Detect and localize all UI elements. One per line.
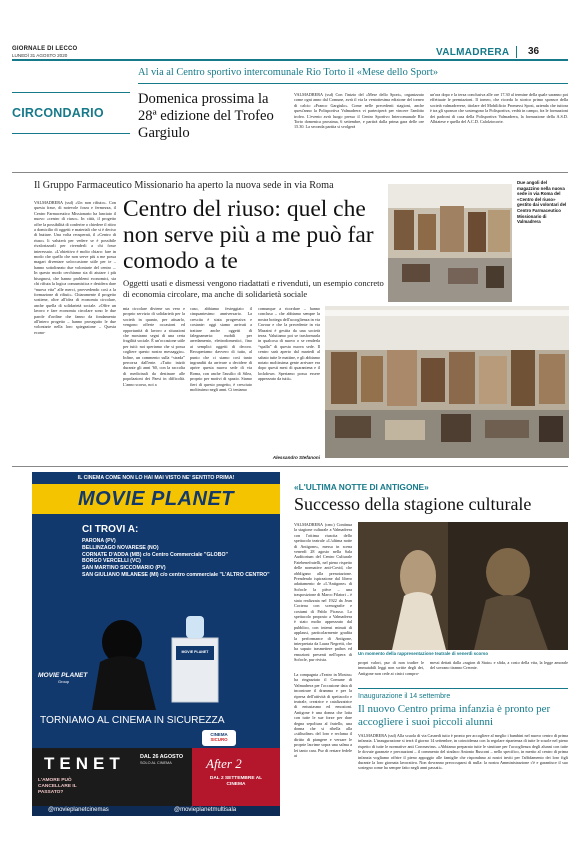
sport-body-col1: VALMADRERA (ssd) Con l'inizio del «Mese dello Sport», organizzato come ogni anno dal Comune, avrà il via la ventottesima edizione del torneo di calcio «Franco Gargiulo». Come nelle precedenti stagioni, anche quest'anno la Polisportiva Valmadrera vi parteciperà per vincere l'ambito trofeo. L'evento avrà luogo presso il Centro Sportivo Intercomunale Rio Torto domenica prossima, 6 settembre, e partirà dalla prima gara delle ore 15.30. La seconda partita si svolgerà xyxy=(294,92,424,130)
tenet-date-sub: SOLO AL CINEMA xyxy=(140,761,172,765)
ad-slogan: TORNIAMO AL CINEMA IN SICUREZZA xyxy=(40,715,225,726)
ad-brand: MOVIE PLANET xyxy=(77,488,234,510)
ad-logo-small-sub: Group xyxy=(58,679,70,684)
cinema-sicuro-badge xyxy=(202,730,236,746)
ad-slogan-bar xyxy=(32,712,280,730)
antigone-body-col3: propri valori, pur di non tradire le immutabili leggi non scritte degli dei, Antigone non cede ai cinici compro- xyxy=(358,660,424,676)
ad-locations xyxy=(82,538,278,579)
sport-overline-rule xyxy=(138,83,568,84)
poster-label: MOVIE PLANET xyxy=(181,650,209,654)
warehouse-photo-top xyxy=(388,180,512,302)
badge-top: CINEMA xyxy=(210,732,228,737)
movie-planet-ad xyxy=(32,472,280,816)
header-divider xyxy=(516,46,517,58)
paper-name: GIORNALE DI LECCO xyxy=(12,46,78,52)
after2-title: After 2 xyxy=(206,756,242,771)
antigone-overline: «L'ULTIMA NOTTE DI ANTIGONE» xyxy=(294,482,429,492)
tenet-title: TENET xyxy=(44,754,125,773)
sport-overline: Al via al Centro sportivo intercomunale Rio Torto il «Mese dello Sport» xyxy=(138,67,439,78)
infanzia-box xyxy=(358,688,568,818)
riuso-headline: Centro del riuso: quel che non serve più a me può far comodo a te xyxy=(123,196,374,274)
ad-location: PARONA (PV) xyxy=(82,538,116,544)
badge-bottom: SICURO xyxy=(210,737,228,742)
tenet-panel xyxy=(32,748,192,806)
riuso-body-col3: caso, abbiamo festeggiato il cinquantesimo anniversario. La crescita è stata progressiva e costante: oggi siamo arrivati a trattare anche oggetti di falegnameria: mobili per arredamento, elettrodomestici, fino ai semplici oggetti di decoro. Recuperiamo davvero di tutto, al punto che ci siamo così tanto ingranditi da arrivare a decidere di aprire questa nuova sede di via Roma, con anche l'ausilio di Silea, proprio per motivi di spazio. Siamo fieri di questo progetto, è cresciuto moltissimo negli anni. Ci teniamo xyxy=(190,306,252,393)
warehouse-photo-bottom xyxy=(325,306,569,458)
infanzia-overline: Inaugurazione il 14 settembre xyxy=(358,693,451,700)
riuso-author: Alessandro Stefanoni xyxy=(272,455,320,460)
ad-top-banner: IL CINEMA COME NON LO HAI MAI VISTO NE' SENTITO PRIMA! xyxy=(77,475,235,481)
ad-location: CORNATE D'ADDA (MB) c/o Centro Commerciale "GLOBO" xyxy=(82,551,228,558)
instagram-handle-2: @movieplanetmultisala xyxy=(174,807,237,813)
riuso-caption: Due angoli del magazzino nella nuova sede in via Roma del «Centro del riuso» gestito dai volontari del Centro Farmaceutico Missionario di Valmadrera xyxy=(517,180,567,225)
ad-location: SAN GIULIANO MILANESE (MI) c/o centro commerciale "L'ALTRO CENTRO" xyxy=(82,571,270,578)
ad-logo-small xyxy=(38,672,88,684)
section-title: VALMADRERA xyxy=(436,47,510,58)
tenet-date: DAL 26 AGOSTO xyxy=(140,754,184,760)
sport-body-col2: un'ora dopo e la terza conclusiva alle ore 17.30 al termine della quale saranno poi effettuate le premiazioni. Il torneo, che ricorda lo storico primo sponsor della società valmadrerese, titolare del Mobilificio Promessi Sposi, azienda che tuttora è tra gli sponsor che sostengono la Polisportiva, vedrà in campo, fra le formazioni dei padroni di casa della Polisportiva Valmadrera, la formazione della A.S.D. Albiatese e quella del A.C.D. Calolziocorte. xyxy=(430,92,568,125)
header-rule xyxy=(12,59,568,61)
antigone-caption: Un momento della rappresentazione teatrale di venerdì scorso xyxy=(358,651,489,656)
riuso-subhead: Oggetti usati e dismessi vengono riadattati e rivenduti, un esempio concreto di economia circolare, ma anche di solidarietà sociale xyxy=(123,278,384,299)
section-divider xyxy=(12,172,568,173)
infanzia-body: VALMADRERA (ssd) Alla scuola di via Casnedi tutto è pronto per accogliere al meglio i bambini nel nuovo centro di prima infanzia. L'inaugurazione si terrà il giorno 14 settembre, in coincidenza con la regolare ripartenza di tutte le scuole nel pieno rispetto di tutte le normative anti Coronavirus. «Abbiamo preparato tutte le strutture per l'accoglienza degli alunni con tutte le dovute garanzie e precauzioni – il commento del sindaco Antonio Rusconi – nello specifico, in merito al centro di prima infanzia vogliamo offrire il pieno appoggio alle famiglie che rispondano ai nostri inviti per l'affidamento dei loro figli durante la loro giornata lavorativa. Non dovranno preoccuparsi di nulla: la nostra Amministrazione c'è e garantisce il suo sostegno come ha sempre fatto negli anni passati». xyxy=(358,733,568,771)
darth-vader-scene xyxy=(82,602,232,710)
masthead xyxy=(12,46,132,58)
riuso-body-col4: comunque a ricordare – hanno concluso – che abbiamo sempre la nostra bottega dell'accoglienza in via Cavour e che la precedente in via Mazzini è gestita da una società terza. Valutiamo poi se trasformarla in qualcosa di nuovo o se renderla “spalla” di questa nuova sede. Il centro sarà aperto dal martedì al sabato tutte le mattine, e gli abbiamo notato moltissima gente arrivare era dopo questi mesi di quarantena e il lockdown. Speriamo possa essere apprezzato da tutti». xyxy=(258,306,320,382)
section-divider-2 xyxy=(12,466,568,467)
circondario-box xyxy=(12,92,130,134)
sport-headline: Domenica prossima la 28ª edizione del Trofeo Gargiulo xyxy=(138,91,274,141)
ad-location: BELLINZAGO NOVARESE (NO) xyxy=(82,544,159,551)
theatre-photo xyxy=(358,522,568,650)
ad-brand-bar xyxy=(32,484,280,514)
ad-location: BORGO VERCELLI (VC) xyxy=(82,558,141,565)
riuso-body-col2: mia circolare diviene un vero e proprio servizio di solidarietà per la società in quanto, per attuarlo, vengono offerte occasioni ed opportunità di lavoro a situazioni che mostrano segni di una certa fragilità sociale. È un'occasione utile per tutti: noi speriamo che si possa cogliere questo nostro messaggio». Infine, un commento sulla “strada” percorsa dall'ente. «Tutto iniziò durante gli anni '60, con la raccolta di medicinali da destinare alle popolazioni dei Paesi in difficoltà. L'anno scorso, noi a xyxy=(123,306,185,387)
page-number: 36 xyxy=(528,46,540,57)
ad-ci-trovi: CI TROVI A: xyxy=(82,524,139,535)
antigone-body-col1: VALMADRERA (cmc) Continua la stagione culturale a Valmadrera con l'ottima riuscita dello spettacolo teatrale «L'ultima notte di Antigone», messa in scena venerdì 28 agosto nella Sala Auditorium del Centro Culturale Fatebenefratelli, nel pieno rispetto delle normative anti-Covid, che obbligano alla prenotazione. Prendendo ispirazione dal libero adattamento de «L'Antigone» di Sofocle la pièce – una trasposizione di Marco Filatori – è stata realizzata nel 1922 da Jean Cocteau con scenografie e costumi di Pablo Picasso. Lo spettacolo proposto a Valmadrera è stato molto apprezzato dal pubblico, con intensi minuti di applausi, particolarmente gradita la performance di Antigone, interpretata da Laura Negretti, che ha saputo trasmettere pathos ed emozioni presenti nell'opera di Sofocle, pur rivista. xyxy=(294,522,352,663)
tenet-tagline: L'AMORE PUÒ CANCELLARE IL PASSATO? xyxy=(38,778,77,795)
antigone-headline: Successo della stagione culturale xyxy=(294,494,532,514)
instagram-handle-1: @movieplanetcinemas xyxy=(48,807,109,813)
after2-panel xyxy=(192,748,280,806)
after2-date: DAL 2 SETTEMBRE AL CINEMA xyxy=(209,776,263,787)
circondario-kicker: CIRCONDARIO xyxy=(12,106,104,120)
riuso-overline: Il Gruppo Farmaceutico Missionario ha aperto la nuova sede in via Roma xyxy=(34,180,334,191)
ad-logo-small-text: MOVIE PLANET xyxy=(38,672,88,679)
ad-social-bar xyxy=(32,806,280,816)
infanzia-headline: Il nuovo Centro prima infanzia è pronto per accogliere i suoi piccoli alunni xyxy=(358,703,551,728)
riuso-body-col1: VALMADRERA (ssd) «Un non rifiuto». Con questa frase, di notevole forza e fermezza, il Centro Farmaceutico Missionario ha lanciato il nuovo «centro di riuso». In città, il progetto offre la possibilità di conferire o chiedere il ritiro a domicilio di oggetti e materiali che si è deciso di buttare. Una volta recuperati, il «Centro di riuso» li valuterà per vedere se è possibile rivalorizzarli per rivenderli a chi fosse interessato. «L'obiettivo è molto chiaro: fare in modo che quello che non serve più a me possa magari diventare un'occasione utile per te – hanno sottolineato due volontarie del centro –. In questo modo cerchiamo sia di aiutare i più bisognosi, che hanno problemi economici, sia chi rifiuta la logica consumistica e desidera dare “nuova vita” alle merci, provvedendo così a la formazione di rifiuti». Chiaramente il progetto sostiene, oltre all'idea di economia circolare, anche quella di solidarietà sociale. «Offre un lavoro e fare economia circolare sono le due parole d'ordine che fanno da fondamento all'intero progetto – hanno proseguito le due volontarie nella loro spiegazione – Questa econo- xyxy=(34,200,116,335)
issue-date: LUNEDÌ 31 AGOSTO 2020 xyxy=(12,53,68,58)
antigone-body-col4: messi dettati dalla «ragion di Stato» e sfida, a costo della vita, la legge amorale del sovrano tiranno Creonte. xyxy=(430,660,568,671)
antigone-body-col2: La compagnia «Teatro in Mostra» ha ringraziato il Comune di Valmadrera per l'occasione data di incontrare il dramma e per la ripresa dell'attività di spettacolo e teatrale, creatrice e catalizzatrice di entusiasmo ed emozioni. Antigone è una donna che lotta con tutte le sue forze per dare degna sepoltura al fratello, una donna che si ribella alla «stiltudine» del loro e reclama il diritto di piangere e versare le proprie lacrime sopra una salma a lei tanto cara. Pur di restare fedele ai xyxy=(294,672,352,759)
ad-location: SAN MARTINO SICCOMARIO (PV) xyxy=(82,565,166,572)
